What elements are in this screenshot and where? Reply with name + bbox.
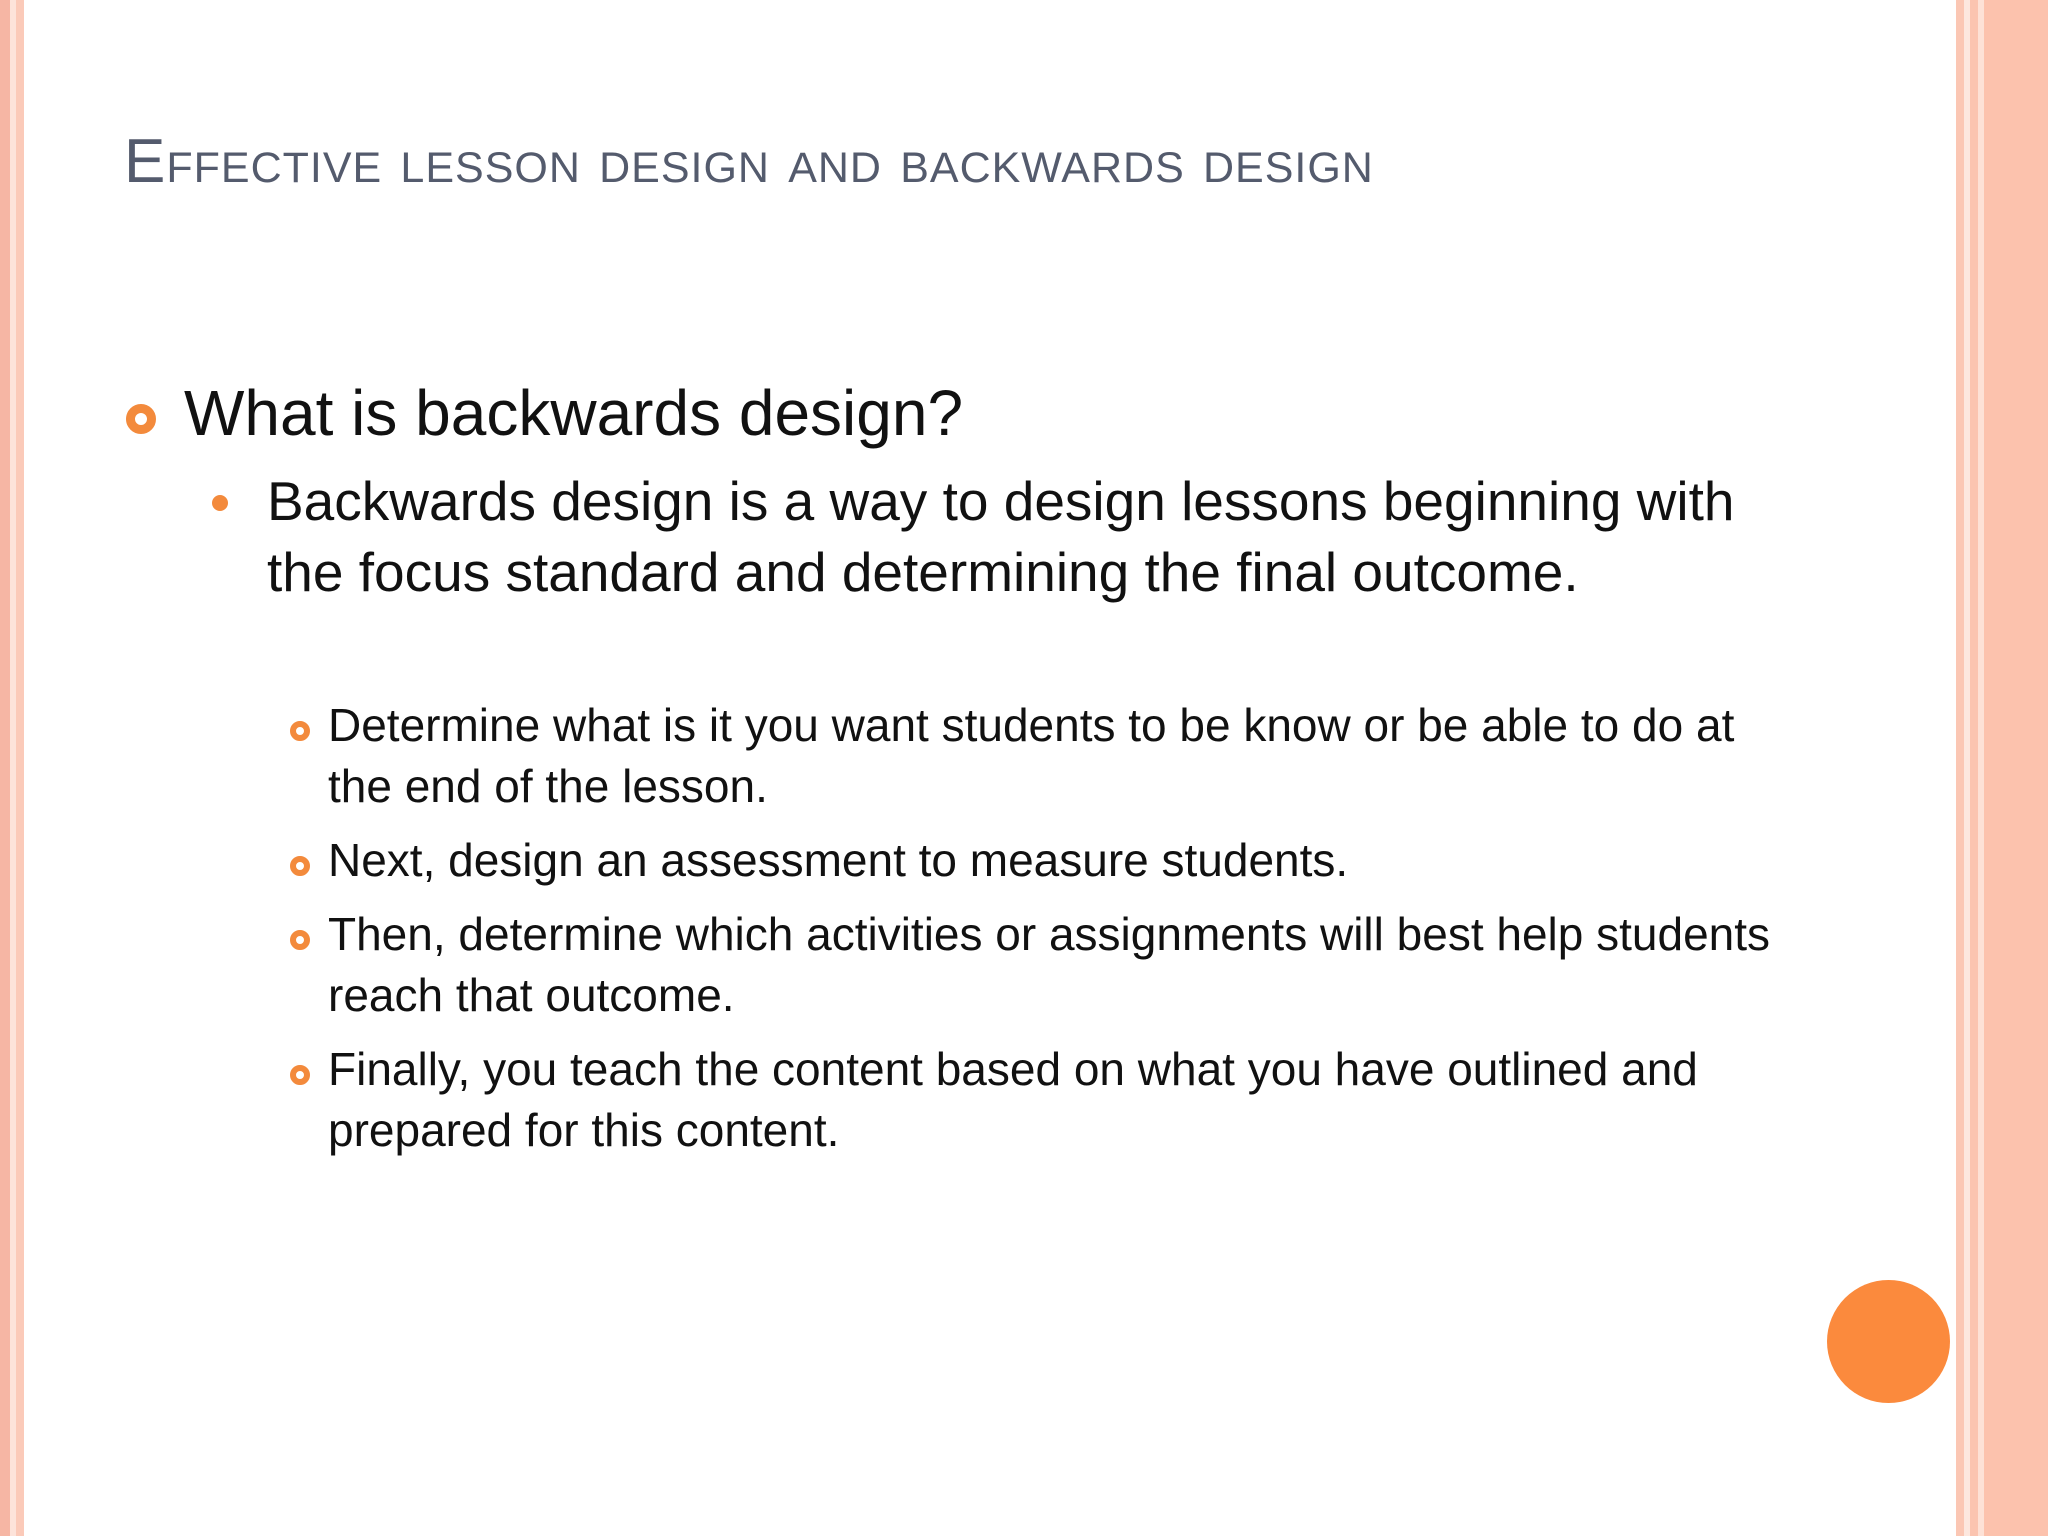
circle-bullet-icon	[126, 404, 156, 434]
bullet-level-3: Next, design an assessment to measure students.	[328, 834, 1349, 886]
bullet-level-3: Determine what is it you want students to be know or be able to do at the end of the lesson.	[328, 699, 1735, 812]
orange-circle-decoration	[1827, 1280, 1950, 1403]
circle-bullet-icon	[290, 856, 310, 876]
dot-bullet-icon	[212, 495, 228, 511]
bullet-level-3: Then, determine which activities or assignments will best help students reach that outcome.	[328, 908, 1771, 1021]
slide-title: Effective lesson design and backwards design	[124, 127, 1374, 196]
circle-bullet-icon	[290, 1065, 310, 1085]
bullet-level-3: Finally, you teach the content based on what you have outlined and prepared for this content.	[328, 1043, 1698, 1156]
bullet-level-2: Backwards design is a way to design lessons beginning with the focus standard and determining the final outcome.	[267, 470, 1735, 603]
circle-bullet-icon	[290, 721, 310, 741]
bullet-level-1: What is backwards design?	[184, 377, 964, 449]
circle-bullet-icon	[290, 930, 310, 950]
